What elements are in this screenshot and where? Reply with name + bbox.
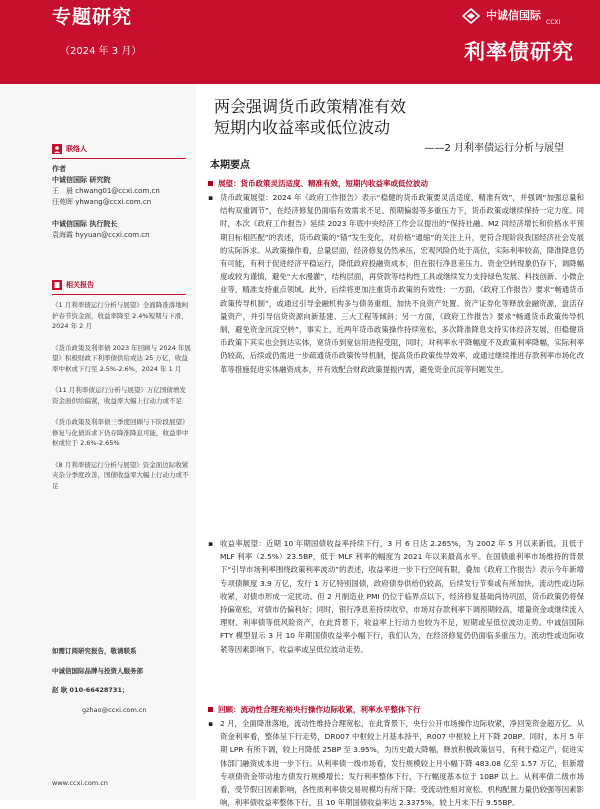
bullet-icon: ▪: [208, 719, 214, 728]
report-header: [0, 0, 600, 84]
key-point-outlook: [208, 178, 584, 376]
list-item: [208, 717, 584, 809]
sidebar: [0, 84, 196, 800]
logo-mark-icon: [462, 8, 480, 24]
author-contact: 袁海霞 hyyuan@ccxi.com.cn: [52, 231, 150, 239]
section-heading: 展望：货币政策灵活适度、精准有效，短期内收益率或低位波动: [208, 178, 584, 189]
divider: [52, 294, 186, 295]
list-item: [208, 537, 584, 656]
contact-phone: 赵 耿 010-66428731；: [52, 686, 129, 694]
summary-heading: 本期要点: [210, 160, 250, 171]
report-series-name: 利率债研究: [464, 40, 574, 64]
related-report-item[interactable]: 《8 月利率债运行分析与展望》资金面边际收紧夹杂分季度改善，国债收益率大幅上行动力或不足: [52, 460, 189, 490]
contact-email[interactable]: gzhao@ccxi.com.cn: [82, 706, 147, 714]
paragraph: 货币政策展望：2024 年《政府工作报告》表示“稳健的货币政策要灵活适度、精准有效”，并强调“加强总量和结构双重调节”，在经济修复仍面临有效需求不足、预期偏弱等多重压力下，货币政策或继续保持一定力度。同时，本次《政府工作报告》延续 2023 年底中央经济工作会议提出的“保持社融、M2 同经济增长和价格水平预期目标相匹配”的表述，货币政策的“锚”发生变化，对价格“通缩”的关注上升，更符合现阶段我国经济社会发展的实际诉求。从政策操作看，总量层面，经济修复仍然承压，宏观风险仍处于高位，实际利率较高，降准降息仍有可能，有利于促进经济平稳运行，降低政府投融资成本，但在银行净息差压力、资金空转现象仍存下，调降幅度或较为谨慎，避免“大水漫灌”，结构层面，再贷款等结构性工具或继续发力支持绿色发展、科技创新、小微企业等，精准支持重点领域。此外，后续将更加注重货币政策的有效性：一方面，《政府工作报告》要求“畅通货币政策传导机制”，或通过引导金融机构多与债务重组、加快不良资产处置、资产证券化等释放金融资源，盘活存量资产，并引导信贷资源向新基建、三大工程等倾斜；另一方面，《政府工作报告》要求“畅通货币政策传导机制，避免资金沉淀空转”，事实上，近两年货币政策操作持续宽松，多次降准降息支持实体经济发展，但稳健货币政策下其实也会到达实体，宽货币到宽信用进程受阻，同时，对利率水平降幅度不及政策利率降幅，实际利率仍较高，后续或仍需进一步疏通货币政策传导机制，提高货币政策传导效率，或通过继续推进存款利率市场化改革等措施促进实体融资成本，并有效配合财政政策提振内需，避免资金沉淀等问题发生。: [220, 193, 584, 374]
bullet-icon: ▪: [208, 193, 214, 202]
document-icon: [52, 280, 62, 290]
divider: [52, 158, 186, 159]
author-contact: 汪苑晖 yhwang@ccxi.com.cn: [52, 198, 152, 206]
section-heading: 回顾：流动性合理充裕央行操作边际收紧，利率水平整体下行: [208, 704, 584, 715]
paragraph: 收益率展望：近期 10 年期国债收益率持续下行，3 月 6 日达 2.265%，为 2002 年 5 月以来新低，且低于 MLF 利率（2.5%）23.5BP，低于 MLF 利率的幅度为 2021 年以来最高水平。在国债重利率市场维持的背景下“引导市场利率围绕政策利率波动”的表述，收益率进一步下行空间有限，叠加《政府工作报告》表示今年新增专项债额度 3.9 万亿，发行 1 万亿特别国债，政府债券供给仍较高，后续发行节奏或有所加快，流动性或边际收紧，对债市形成一定扰动。但 2 月制造业 PMI 仍位于临界点以下，经济修复基础尚待巩固，货币政策仍将保持偏宽松，对债市仍偏利好；同时，银行净息差持续收窄，市场对存款利率下调预期较高，增量资金或继续流入理财、利率债等低风险资产，在此背景下，收益率上行动力也较为不足，短期或呈低位波动走势。中诚信国际 FTY 模型显示 3 月 10 年期国债收益率小幅下行，我们认为，在经济修复仍仍面临多重压力，流动性或边际收紧等因素影响下，收益率或呈低位波动走势。: [220, 539, 584, 654]
department-executive: 中诚信国际 执行院长: [52, 220, 118, 228]
service-department: 中诚信国际品牌与投资人服务部: [52, 667, 143, 675]
related-report-item[interactable]: 《货币政策及利率债 2023 年回顾与 2024 年展望》积极财政下利率债供给或达 25 万亿，收益率中枢或下行至 2.5%-2.6%，2024 年 1 月: [52, 343, 191, 373]
logo-text-cn: 中诚信国际: [486, 9, 541, 22]
paragraph: 2 月，全面降准落地，流动性维持合理宽松，在此背景下，央行公开市场操作边际收紧，净回笼资金超万亿。从资金利率看，整体呈下行走势，DR007 中枢较上月基本持平，R007 中枢较上月下降 20BP。同时，本月 5 年期 LPR 有所下调，较上月降低 25BP 至 3.95%，为历史最大降幅，释放积极政策信号，有利于稳定产，促进实体部门融资成本进一步下行。从利率债一级市场看，发行规模较上月小幅下降 483.08 亿至 1.57 万亿，但新增专项债资金带动地方债发行规模增长；发行利率整体下行，下行幅度基本位于 10BP 以上。从利率债二级市场看，受节假日因素影响，各性质利率债交易规模均有所下降；受流动性相对宽松、机构配置力量仍较强等因素影响，利率债收益率整体下行，且 10 年期国债收益率达 2.3375%，较上月末下行 9.55BP。: [220, 719, 584, 808]
department-research: 中诚信国际 研究院: [52, 176, 111, 184]
related-reports-heading: 相关报告: [52, 280, 94, 290]
main-content: [196, 84, 600, 808]
logo-text-en: CCXI: [546, 19, 561, 26]
related-report-item[interactable]: 《11 月利率债运行分析与展望》万亿国债增发资金面供给偏紧，收益率大幅上行动力或不足: [52, 386, 186, 405]
author-group-label: 作者: [52, 165, 66, 173]
list-item: [208, 191, 584, 376]
report-title-line2: 短期内收益率或低位波动: [214, 118, 391, 137]
report-date: （2024 年 3 月）: [60, 46, 142, 57]
report-title-line1: 两会强调货币政策精准有效: [214, 97, 407, 116]
subscribe-note: 如需订阅研究报告，敬请联系: [52, 647, 137, 655]
square-bullet-icon: [208, 707, 213, 712]
key-point-yield-outlook: [208, 537, 584, 656]
related-report-item[interactable]: 《1 月利率债运行分析与展望》全面降准落地呵护春节资金面，收益率降至 2.4%短期与下滑，2024 年 2 月: [52, 301, 189, 330]
square-bullet-icon: [208, 181, 213, 186]
contacts-heading: 联络人: [52, 144, 87, 154]
person-icon: [52, 144, 62, 154]
related-reports-list: [52, 300, 192, 502]
bullet-icon: ▪: [208, 539, 214, 548]
related-report-item[interactable]: 《货币政策及利率债三季度回顾与下阶段展望》修复与化债诉求下仍存降准降息可能，收益率中枢或位于 2.6%-2.65%: [52, 418, 189, 447]
report-subtitle: ——2 月利率债运行分析与展望: [424, 143, 564, 154]
website-link[interactable]: www.ccxi.com.cn: [52, 779, 108, 787]
brand-logo: [462, 4, 582, 30]
report-type: 专题研究: [52, 6, 133, 28]
author-contact: 王 晨 chwang01@ccxi.com.cn: [52, 187, 160, 195]
key-point-review: [208, 704, 584, 809]
